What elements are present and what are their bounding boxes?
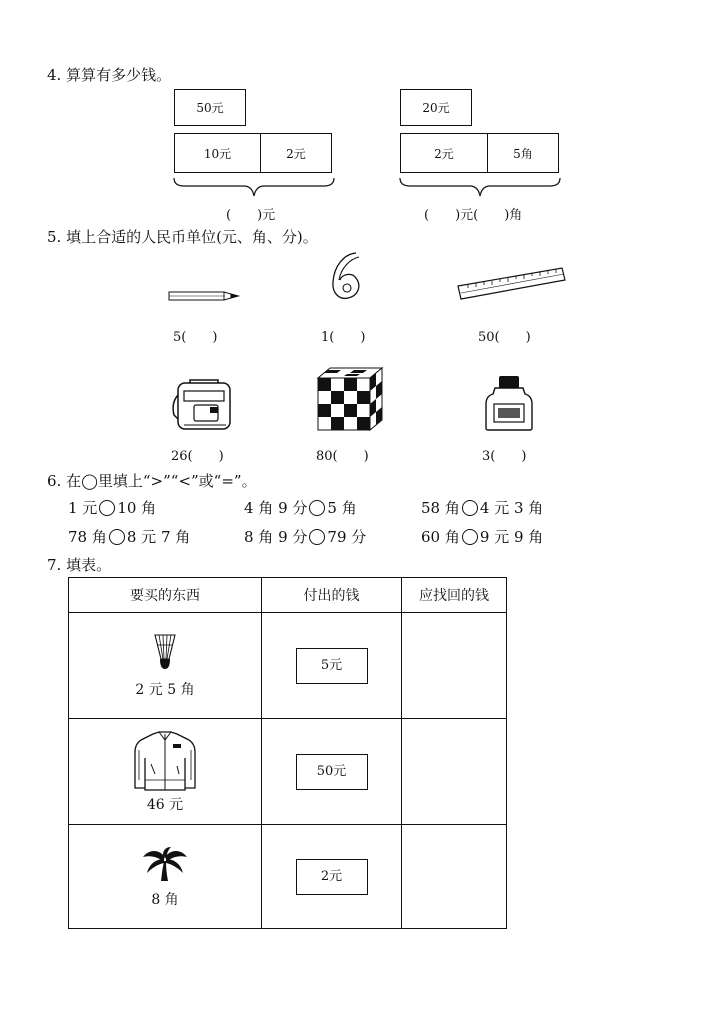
item-price: 2 元 5 角: [135, 681, 195, 698]
item-cell: [69, 719, 262, 825]
q5-item-1[interactable]: 5( ): [173, 330, 218, 345]
q4-title: 4. 算算有多少钱。: [47, 66, 172, 84]
compare-left: 58 角: [421, 499, 460, 517]
q5-item-6[interactable]: 3( ): [482, 449, 527, 464]
bill-5-jiao: 5角: [487, 133, 559, 173]
q7-title: 7. 填表。: [47, 556, 112, 574]
table-row: [69, 719, 507, 825]
compare-left: 8 角 9 分: [244, 528, 308, 546]
palm-tree-icon: [141, 845, 189, 883]
answer-circle[interactable]: [109, 529, 125, 545]
answer-circle[interactable]: [309, 500, 325, 516]
change-cell[interactable]: [402, 613, 507, 719]
left-brace-icon: [172, 176, 336, 200]
item-price: 46 元: [146, 796, 184, 813]
compare-item: [244, 497, 357, 518]
q5-item-4[interactable]: 26( ): [171, 449, 224, 464]
answer-circle[interactable]: [99, 500, 115, 516]
compare-right: 5 角: [327, 499, 357, 517]
compare-right: 8 元 7 角: [126, 528, 191, 546]
item-price: 8 角: [151, 891, 179, 908]
q4-left-answer[interactable]: ( )元: [226, 208, 276, 223]
compare-item: [421, 526, 543, 547]
compare-item: [68, 526, 190, 547]
q5-item-3[interactable]: 50( ): [478, 330, 531, 345]
header-item: 要买的东西: [69, 578, 262, 613]
paid-cell: [262, 719, 402, 825]
answer-circle[interactable]: [462, 529, 478, 545]
q4-right-answer[interactable]: ( )元( )角: [424, 208, 523, 223]
bill-10-yuan: 10元: [174, 133, 260, 173]
change-cell[interactable]: [402, 719, 507, 825]
bill-2-yuan-right: 2元: [400, 133, 487, 173]
table-header-row: [69, 578, 507, 613]
q5-title: 5. 填上合适的人民币单位(元、角、分)。: [47, 228, 318, 246]
compare-item: [421, 497, 543, 518]
bill-20-yuan: 20元: [400, 89, 472, 126]
paid-bill: 2元: [296, 859, 368, 895]
paid-bill: 50元: [296, 754, 368, 790]
paid-cell: [262, 613, 402, 719]
compare-item: [244, 526, 366, 547]
answer-circle[interactable]: [462, 500, 478, 516]
fill-table: [68, 577, 507, 929]
change-cell[interactable]: [402, 825, 507, 929]
header-change: 应找回的钱: [402, 578, 507, 613]
header-paid: 付出的钱: [262, 578, 402, 613]
compare-right: 10 角: [117, 499, 157, 517]
table-row: [69, 825, 507, 929]
compare-right: 9 元 9 角: [479, 528, 544, 546]
compare-left: 4 角 9 分: [244, 499, 308, 517]
compare-right: 79 分: [327, 528, 367, 546]
compare-right: 4 元 3 角: [479, 499, 544, 517]
q5-item-2[interactable]: 1( ): [321, 330, 366, 345]
bill-50-yuan: 50元: [174, 89, 246, 126]
q6-title: 6. 在◯里填上“>”“<”或“=”。: [47, 472, 257, 490]
ruler-icon: [456, 266, 568, 302]
compare-item: [68, 497, 156, 518]
rubiks-cube-icon: [316, 366, 384, 432]
answer-circle[interactable]: [309, 529, 325, 545]
shuttlecock-icon: [153, 633, 177, 671]
bill-2-yuan: 2元: [260, 133, 332, 173]
item-cell: [69, 825, 262, 929]
q5-item-5[interactable]: 80( ): [316, 449, 369, 464]
compare-left: 78 角: [68, 528, 107, 546]
backpack-icon: [170, 379, 238, 433]
paid-cell: [262, 825, 402, 929]
paid-bill: 5元: [296, 648, 368, 684]
item-cell: [69, 613, 262, 719]
pencil-icon: [168, 289, 240, 303]
ink-bottle-icon: [484, 374, 534, 432]
whistle-icon: [326, 250, 368, 302]
compare-left: 60 角: [421, 528, 460, 546]
table-row: [69, 613, 507, 719]
right-brace-icon: [398, 176, 562, 200]
jacket-icon: [133, 730, 197, 792]
compare-left: 1 元: [68, 499, 98, 517]
